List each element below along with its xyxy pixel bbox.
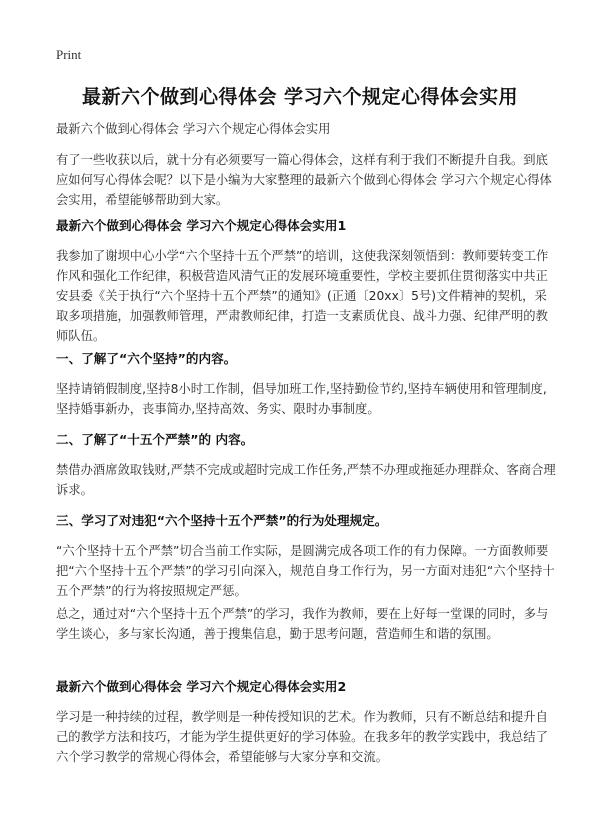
- subsection-1-heading: 一、了解了“六个坚持”的内容。: [56, 351, 237, 366]
- section-2-heading: 最新六个做到心得体会 学习六个规定心得体会实用2: [56, 679, 347, 694]
- subsection-3-heading: 三、学习了对违犯“六个坚持十五个严禁”的行为处理规定。: [56, 513, 388, 528]
- summary-paragraph: 总之，通过对“六个坚持十五个严禁”的学习，我作为教师，要在上好每一堂课的同时，多与学生谈心，多与家长沟通，善于搜集信息，勤于思考问题，营造师生和谐的氛围。: [56, 607, 549, 641]
- subsection-2-heading: 二、了解了“十五个严禁”的 内容。: [56, 432, 254, 447]
- document-subtitle: 最新六个做到心得体会 学习六个规定心得体会实用: [56, 122, 331, 136]
- subsection-2-text: 禁借办酒席敛取钱财,严禁不完成或超时完成工作任务,严禁不办理或拖延办理群众、客商合理诉求。: [56, 463, 556, 497]
- intro-paragraph: 有了一些收获以后，就十分有必须要写一篇心得体会，这样有利于我们不断提升自我。到底应如何写心得体会呢？以下是小编为大家整理的最新六个做到心得体会 学习六个规定心得体会实用，希望能够帮助到大家。: [56, 153, 552, 207]
- subsection-3-text: “六个坚持十五个严禁”切合当前工作实际，是圆满完成各项工作的有力保障。一方面教师要把“六个坚持十五个严禁”的学习引向深入，规范自身工作行为，另一方面对违犯“六个坚持十五个严禁”的行为将按照规定严惩。: [56, 544, 555, 598]
- print-link[interactable]: Print: [56, 47, 82, 62]
- section-2-paragraph: 学习是一种持续的过程，教学则是一种传授知识的艺术。作为教师，只有不断总结和提升自己的教学方法和技巧，才能为学生提供更好的学习体验。在我多年的教学实践中，我总结了六个学习教学的常规心得体会，希望能够与大家分享和交流。: [56, 710, 548, 764]
- section-1-heading: 最新六个做到心得体会 学习六个规定心得体会实用1: [56, 218, 347, 233]
- section-1-paragraph: 我参加了谢坝中心小学“六个坚持十五个严禁”的培训，这使我深刻领悟到：教师要转变工作作风和强化工作纪律，积极营造风清气正的发展环境重要性，学校主要抓住贯彻落实中共正安县委《关于执行“六个坚持十五个严禁”的通知》(正通〔20xx〕5号)文件精神的契机，采取多项措施，加强教师管理，严肃教师纪律，打造一支素质优良、战斗力强、纪律严明的教师队伍。: [56, 249, 549, 343]
- subsection-1-text: 坚持请销假制度,坚持8小时工作制，倡导加班工作,坚持勤俭节约,坚持车辆使用和管理制度,坚持婚事新办，丧事简办,坚持高效、务实、限时办事制度。: [56, 382, 547, 416]
- document-title: 最新六个做到心得体会 学习六个规定心得体会实用: [81, 86, 519, 108]
